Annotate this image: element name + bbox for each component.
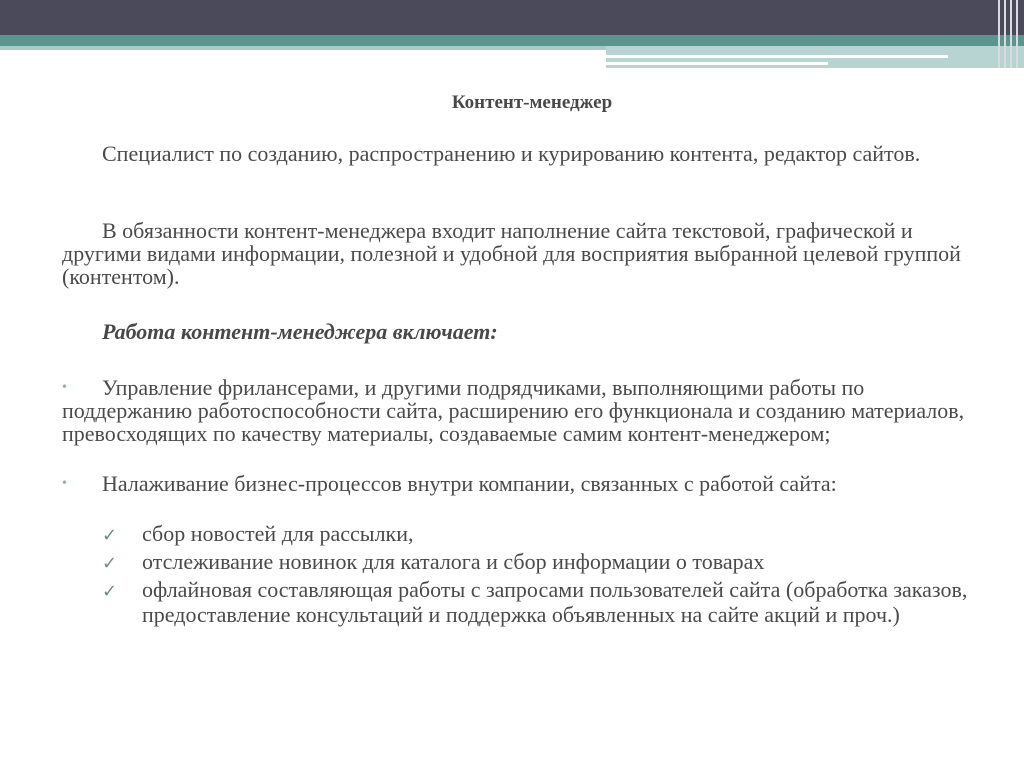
bullet-text: Налаживание бизнес-процессов внутри компании, связанных с работой сайта: (102, 471, 837, 496)
checkmark-icon: ✓ (102, 553, 118, 574)
slide-title: Контент-менеджер (451, 92, 613, 113)
bullet-icon: • (62, 476, 67, 491)
check-text: отслеживание новинок для каталога и сбор информации о товарах (142, 549, 765, 574)
check-item (102, 522, 1002, 547)
checkmark-icon: ✓ (102, 581, 118, 602)
bullet-item (62, 472, 982, 495)
bullet-icon: • (62, 380, 67, 395)
check-item (102, 550, 1002, 575)
bullet-text: Управление фрилансерами, и другими подрядчиками, выполняющими работы по поддержанию работоспособности сайта, расширению его функционала и созданию материалов, превосходящих по качеству материалы, создаваемые самим контент-менеджером; (62, 375, 965, 446)
check-text: сбор новостей для рассылки, (142, 521, 414, 546)
check-item (102, 578, 1002, 626)
paragraph-duties: В обязанности контент-менеджера входит наполнение сайта текстовой, графической и другими видами информации, полезной и удобной для восприятия выбранной целевой группой (контентом). (62, 218, 961, 289)
subheading: Работа контент-менеджера включает: (102, 319, 498, 344)
paragraph-definition: Специалист по созданию, распространению и курированию контента, редактор сайтов. (102, 141, 921, 166)
bullet-item (62, 376, 982, 445)
checkmark-icon: ✓ (102, 525, 118, 546)
check-text: офлайновая составляющая работы с запросами пользователей сайта (обработка заказов, предоставление консультаций и поддержка объявленных на сайте акций и проч.) (142, 577, 968, 627)
